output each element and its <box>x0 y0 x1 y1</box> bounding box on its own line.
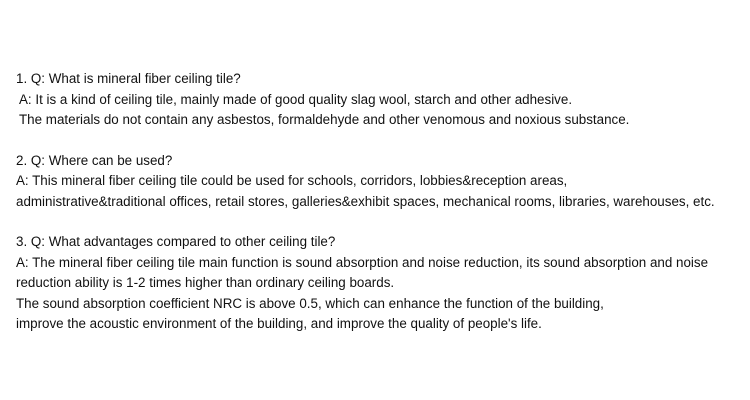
answer-1-line-2: The materials do not contain any asbestos, formaldehyde and other venomous and noxious substance. <box>19 112 630 127</box>
question-3: 3. Q: What advantages compared to other ceiling tile? <box>16 234 336 249</box>
faq-item-3 <box>16 232 750 335</box>
answer-3-line-2: reduction ability is 1-2 times higher than ordinary ceiling boards. <box>16 275 395 290</box>
answer-3-line-3: The sound absorption coefficient NRC is above 0.5, which can enhance the function of the building, <box>16 295 604 311</box>
faq-item-1 <box>16 69 750 131</box>
faq-document <box>16 69 750 335</box>
answer-3-line-4: improve the acoustic environment of the building, and improve the quality of people's life. <box>16 316 542 331</box>
answer-2-line-1: A: This mineral fiber ceiling tile could be used for schools, corridors, lobbies&reception areas, <box>16 173 568 188</box>
question-1: 1. Q: What is mineral fiber ceiling tile? <box>16 71 241 86</box>
question-2: 2. Q: Where can be used? <box>16 152 173 168</box>
faq-item-2 <box>16 151 750 213</box>
answer-3-line-1: A: The mineral fiber ceiling tile main function is sound absorption and noise reduction, its sound absorption and noise <box>16 254 709 270</box>
answer-2-line-2: administrative&traditional offices, retail stores, galleries&exhibit spaces, mechanical rooms, libraries, warehouses, etc. <box>16 193 715 209</box>
answer-1-line-1: A: It is a kind of ceiling tile, mainly made of good quality slag wool, starch and other adhesive. <box>19 91 573 107</box>
